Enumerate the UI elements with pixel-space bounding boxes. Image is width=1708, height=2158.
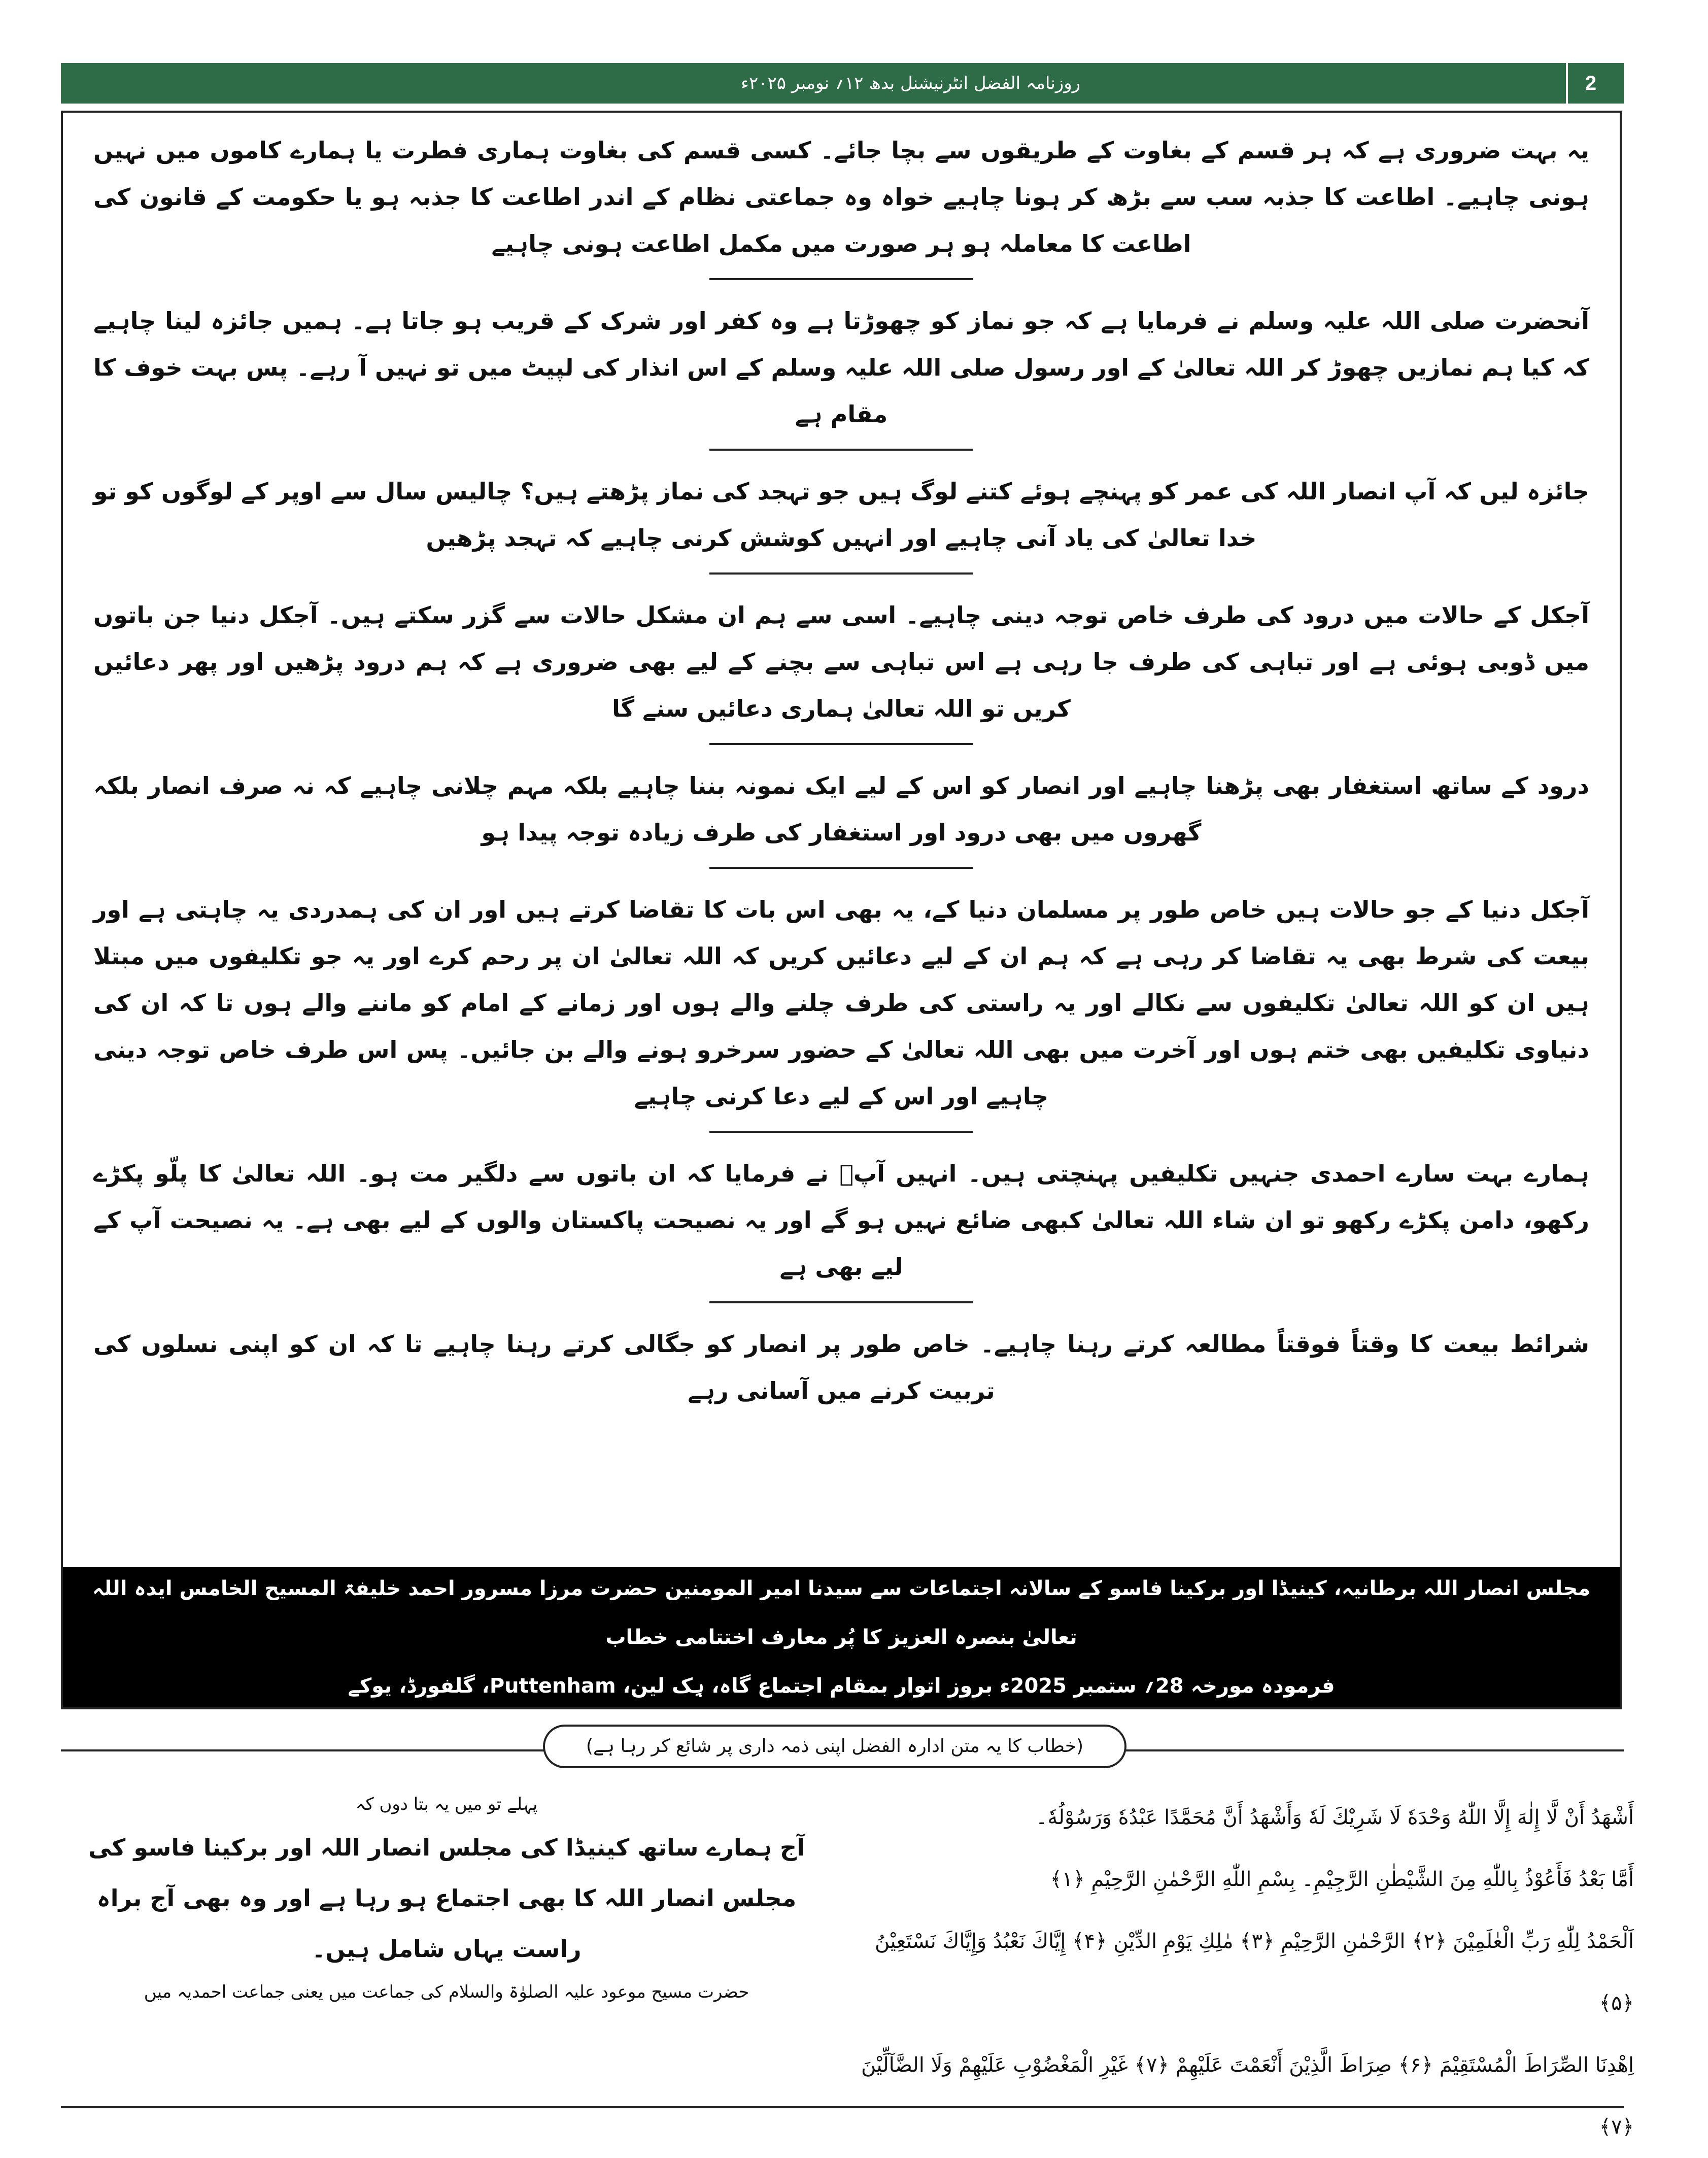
speech-info-line-2: فرمودہ مورخہ 28؍ ستمبر 2025ء بروز اتوار بمقام اجتماع گاہ، ہِک لین، Puttenham، گلفورڈ، یوکے: [348, 1674, 1335, 1698]
key-point-4: آجکل کے حالات میں درود کی طرف خاص توجہ دینی چاہیے۔ اسی سے ہم ان مشکل حالات سے گزر سکتے ہیں۔ آجکل دنیا جن باتوں میں ڈوبی ہوئی ہے اور تباہی کی طرف جا رہی ہے اس تباہی سے بچنے کے لیے بھی ضروری ہے کہ ہم درود پڑھیں اور پھر دعائیں کریں تو اللہ تعالیٰ ہماری دعائیں سنے گا: [93, 601, 1589, 722]
key-point-8: شرائط بیعت کا وقتاً فوقتاً مطالعہ کرتے رہنا چاہیے۔ خاص طور پر انصار کو جگالی کرتے رہنا چاہیے تا کہ ان کو اپنی نسلوں کی تربیت کرنے میں آسانی رہے: [93, 1330, 1589, 1404]
bottom-rule: [61, 2106, 1624, 2108]
speech-info-line-1: مجلس انصار اللہ برطانیہ، کینیڈا اور برکینا فاسو کے سالانہ اجتماعات سے سیدنا امیر المومنین حضرت مرزا مسرور احمد خلیفۃ المسیح الخامس ایدہ اللہ تعالیٰ بنصرہ العزیز کا پُر معارف اختتامی خطاب: [92, 1577, 1591, 1649]
key-points-list: [93, 127, 1589, 1414]
intro-small-bottom: حضرت مسیح موعود علیہ الصلوٰۃ والسلام کی جماعت میں یعنی جماعت احمدیہ میں: [144, 1982, 749, 2002]
newspaper-title: روزنامہ الفضل انٹرنیشنل بدھ ۱۲؍ نومبر ۲۰۲۵ء: [741, 73, 1081, 93]
key-point-6: آجکل دنیا کے جو حالات ہیں خاص طور پر مسلمان دنیا کے، یہ بھی اس بات کا تقاضا کرتے ہیں اور ان کی ہمدردی یہ چاہتی ہے اور بیعت کی شرط بھی یہ تقاضا کر رہی ہے کہ ہم ان کے لیے دعائیں کریں کہ اللہ تعالیٰ ان پر رحم کرے اور یہ جو تکلیفوں میں مبتلا ہیں ان کو اللہ تعالیٰ تکلیفوں سے نکالے اور یہ راستی کی طرف چلنے والے ہوں اور زمانے کے امام کو ماننے والے ہوں تا کہ ان کی دنیاوی تکلیفیں بھی ختم ہوں اور آخرت میں بھی اللہ تعالیٰ کے حضور سرخرو ہونے والے بن جائیں۔ پس اس طرف خاص توجہ دینی چاہیے اور اس کے لیے دعا کرنی چاہیے: [93, 896, 1589, 1110]
header-bar: [61, 63, 1624, 104]
intro-highlight: آج ہمارے ساتھ کینیڈا کی مجلس انصار اللہ اور برکینا فاسو کی مجلس انصار اللہ کا بھی اجتماع ہو رہا ہے اور وہ بھی آج براہ راست یہاں شامل ہیں۔: [88, 1834, 805, 1963]
separator: [709, 572, 973, 575]
key-point-5: درود کے ساتھ استغفار بھی پڑھنا چاہیے اور انصار کو اس کے لیے ایک نمونہ بننا چاہیے بلکہ مہم چلانی چاہیے کہ نہ صرف انصار بلکہ گھروں میں بھی درود اور استغفار کی طرف زیادہ توجہ پیدا ہو: [93, 772, 1589, 846]
key-point-3: جائزہ لیں کہ آپ انصار اللہ کی عمر کو پہنچے ہوئے کتنے لوگ ہیں جو تہجد کی نماز پڑھتے ہیں؟ چالیس سال سے اوپر کے لوگوں کو تو خدا تعالیٰ کی یاد آنی چاہیے اور انہیں کوشش کرنی چاہیے کہ تہجد پڑھیں: [93, 478, 1589, 552]
fatiha-line-1: اَلْحَمْدُ لِلّٰهِ رَبِّ الْعٰلَمِيْنَ ﴿۲﴾ الرَّحْمٰنِ الرَّحِيْمِ ﴿۳﴾ مٰلِكِ يَوْمِ الدِّيْنِ ﴿۴﴾ إِيَّاكَ نَعْبُدُ وَإِيَّاكَ نَسْتَعِيْنُ ﴿۵﴾: [875, 1930, 1634, 2015]
taawwuz-line: أَمَّا بَعْدُ فَأَعُوْذُ بِاللّٰهِ مِنَ الشَّيْطٰنِ الرَّجِيْمِ۔ بِسْمِ اللّٰهِ الرَّحْمٰنِ الرَّحِيْمِ ﴿۱﴾: [1050, 1868, 1634, 1891]
arabic-opening: [858, 1786, 1634, 2158]
key-point-2: آنحضرت صلی اللہ علیہ وسلم نے فرمایا ہے کہ جو نماز کو چھوڑتا ہے وہ کفر اور شرک کے قریب ہو جاتا ہے۔ ہمیں جائزہ لینا چاہیے کہ کیا ہم نمازیں چھوڑ کر اللہ تعالیٰ کے اور رسول صلی اللہ علیہ وسلم کے اس انذار کی لپیٹ میں تو نہیں آ رہے۔ پس بہت خوف کا مقام ہے: [93, 307, 1589, 428]
speech-info-band: [63, 1567, 1620, 1707]
intro-small-top: پہلے تو میں یہ بتا دوں کہ: [355, 1794, 538, 1814]
disclaimer-note: (خطاب کا یہ متن ادارہ الفضل اپنی ذمہ داری پر شائع کر رہا ہے): [543, 1725, 1126, 1768]
fatiha-line-2: اِهْدِنَا الصِّرَاطَ الْمُسْتَقِيْمَ ﴿۶﴾ صِرَاطَ الَّذِيْنَ أَنْعَمْتَ عَلَيْهِمْ ﴿۷﴾ غَيْرِ الْمَغْضُوْبِ عَلَيْهِمْ وَلَا الضَّآلِّيْنَ ﴿۷﴾: [861, 2053, 1634, 2139]
separator: [709, 449, 973, 451]
separator: [709, 743, 973, 745]
separator: [709, 867, 973, 869]
tashahhud-line: أَشْهَدُ أَنْ لَّا إِلٰهَ إِلَّا اللّٰهُ وَحْدَهٗ لَا شَرِيْكَ لَهٗ وَأَشْهَدُ أَنَّ مُحَمَّدًا عَبْدُهٗ وَرَسُوْلُهٗ۔: [1035, 1806, 1634, 1829]
page-number: 2: [1566, 63, 1614, 104]
separator: [709, 1131, 973, 1133]
key-points-box: [61, 111, 1622, 1709]
separator: [709, 1301, 973, 1303]
key-point-1: یہ بہت ضروری ہے کہ ہر قسم کے بغاوت کے طریقوں سے بچا جائے۔ کسی قسم کی بغاوت ہماری فطرت یا ہمارے کاموں میں نہیں ہونی چاہیے۔ اطاعت کا جذبہ سب سے بڑھ کر ہونا چاہیے خواہ وہ جماعتی نظام کے اندر اطاعت کا جذبہ ہو یا حکومت کے قانون کی اطاعت کا معاملہ ہو ہر صورت میں مکمل اطاعت ہونی چاہیے: [93, 137, 1589, 257]
speech-opening: [61, 1786, 832, 2010]
key-point-7: ہمارے بہت سارے احمدی جنہیں تکلیفیں پہنچتی ہیں۔ انہیں آپؑ نے فرمایا کہ ان باتوں سے دلگیر مت ہو۔ اللہ تعالیٰ کا پلّو پکڑے رکھو، دامن پکڑے رکھو تو ان شاء اللہ تعالیٰ کبھی ضائع نہیں ہو گے اور یہ نصیحت پاکستان والوں کے لیے بھی ہے۔ یہ نصیحت آپ کے لیے بھی ہے: [93, 1160, 1589, 1280]
separator: [709, 278, 973, 280]
